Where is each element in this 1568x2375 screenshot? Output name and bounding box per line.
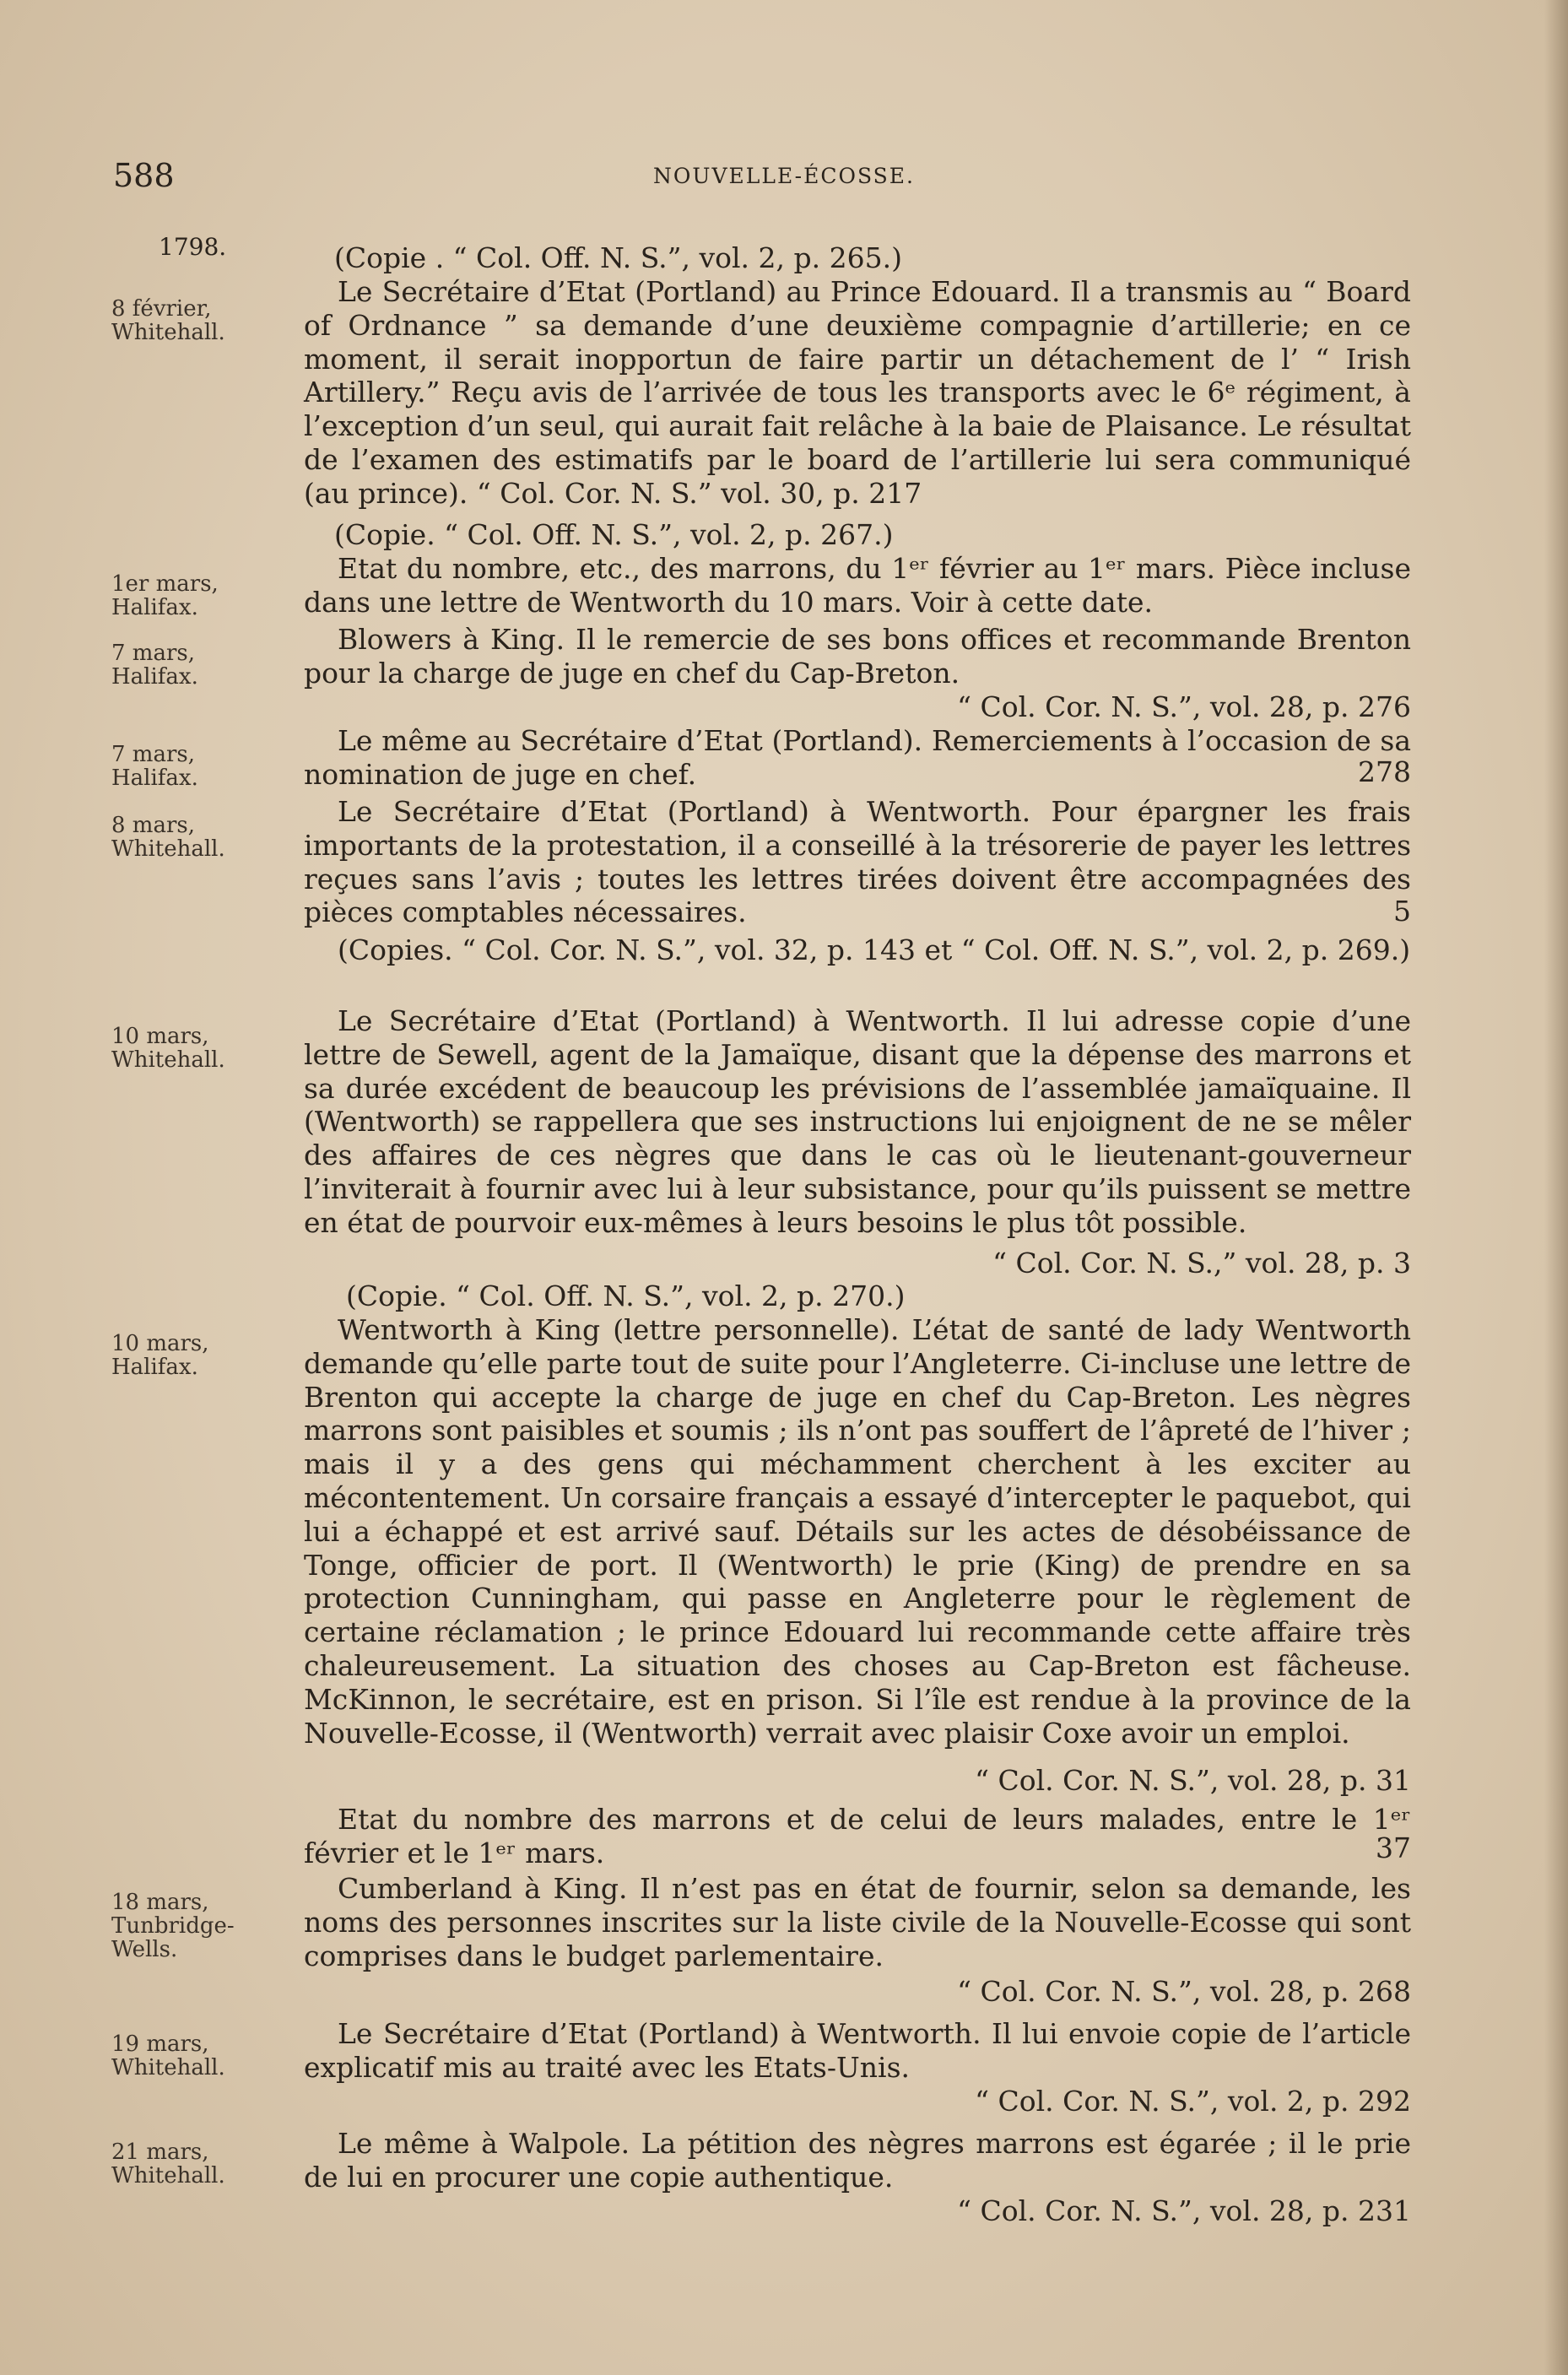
page-number: 588 [113, 157, 175, 194]
source-reference: “ Col. Cor. N. S.”, vol. 2, p. 292 [975, 2085, 1411, 2118]
margin-date: 19 mars, Whitehall. [111, 2031, 225, 2080]
margin-date: 7 mars, Halifax. [111, 641, 198, 690]
margin-date: 18 mars, Tunbridge- Wells. [111, 1890, 235, 1962]
copy-reference: (Copie . “ Col. Off. N. S.”, vol. 2, p. 265.) [334, 241, 902, 274]
source-reference: 5 [1393, 895, 1411, 928]
entry-paragraph: Cumberland à King. Il n’est pas en état de fournir, selon sa demande, les noms des personnes inscrites sur la liste civile de la Nouvelle-Ecosse qui sont comprises dans le budget parlementaire. [304, 1872, 1411, 1972]
entry-paragraph: Le même au Secrétaire d’Etat (Portland). Remerciements à l’occasion de sa nomination de juge en chef. [304, 724, 1411, 791]
entry-paragraph: Le même à Walpole. La pétition des nègres marrons est égarée ; il le prie de lui en procurer une copie authentique. [304, 2127, 1411, 2194]
margin-date: 21 mars, Whitehall. [111, 2140, 225, 2188]
margin-date: 10 mars, Whitehall. [111, 1024, 225, 1073]
year-heading: 1798. [159, 233, 227, 261]
running-head: NOUVELLE-ÉCOSSE. [653, 164, 915, 188]
margin-date: 8 mars, Whitehall. [111, 813, 225, 862]
entry-paragraph: Le Secrétaire d’Etat (Portland) au Prince Edouard. Il a transmis au “ Board of Ordnance ” sa demande d’une deuxième compagnie d’artillerie; en ce moment, il serait inopportun de faire partir un détachement de l’ “ Irish Artillery.” Reçu avis de l’arrivée de tous les transports avec le 6ᵉ régiment, à l’exception d’un seul, qui aurait fait relâche à la baie de Plaisance. Le résultat de l’examen des estimatifs par le board de l’artillerie lui sera communiqué (au prince). “ Col. Cor. N. S.” vol. 30, p. 217 [304, 275, 1411, 510]
entry-paragraph: Le Secrétaire d’Etat (Portland) à Wentworth. Pour épargner les frais importants de la protestation, il a conseillé à la trésorerie de payer les lettres reçues sans l’avis ; toutes les lettres tirées doivent être accompagnées des pièces comptables nécessaires. [304, 795, 1411, 929]
source-reference: 278 [1358, 755, 1411, 788]
source-reference: 37 [1376, 1831, 1411, 1864]
source-reference: “ Col. Cor. N. S.”, vol. 28, p. 231 [957, 2194, 1411, 2227]
page-edge-shadow [1544, 0, 1568, 2375]
entry-paragraph: Etat du nombre des marrons et de celui de leurs malades, entre le 1ᵉʳ février et le 1ᵉʳ mars. [304, 1803, 1411, 1869]
entry-paragraph: Etat du nombre, etc., des marrons, du 1ᵉʳ février au 1ᵉʳ mars. Pièce incluse dans une lettre de Wentworth du 10 mars. Voir à cette date. [304, 552, 1411, 619]
copy-reference: (Copie. “ Col. Off. N. S.”, vol. 2, p. 270.) [346, 1279, 906, 1312]
copy-reference: (Copie. “ Col. Off. N. S.”, vol. 2, p. 267.) [334, 518, 894, 551]
source-reference: “ Col. Cor. N. S.,” vol. 28, p. 3 [992, 1247, 1411, 1279]
entry-paragraph: Le Secrétaire d’Etat (Portland) à Wentworth. Il lui adresse copie d’une lettre de Sewell, agent de la Jamaïque, disant que la dépense des marrons et sa durée excédent de beaucoup les prévisions de l’assemblée jamaïquaine. Il (Wentworth) se rappellera que ses instructions lui enjoignent de ne se mêler des affaires de ces nègres que dans le cas où le lieutenant-gouverneur l’inviterait à fournir avec lui à leur subsistance, pour qu’ils puissent se mettre en état de pourvoir eux-mêmes à leurs besoins le plus tôt possible. [304, 1004, 1411, 1239]
margin-date: 8 février, Whitehall. [111, 296, 225, 345]
entry-paragraph: Blowers à King. Il le remercie de ses bons offices et recommande Brenton pour la charge de juge en chef du Cap-Breton. [304, 623, 1411, 690]
margin-date: 10 mars, Halifax. [111, 1331, 209, 1380]
copy-reference: (Copies. “ Col. Cor. N. S.”, vol. 32, p. 143 et “ Col. Off. N. S.”, vol. 2, p. 269.) [338, 933, 1411, 966]
source-reference: “ Col. Cor. N. S.”, vol. 28, p. 31 [975, 1764, 1411, 1797]
source-reference: “ Col. Cor. N. S.”, vol. 28, p. 268 [957, 1975, 1411, 2008]
margin-date: 7 mars, Halifax. [111, 742, 198, 791]
source-reference: “ Col. Cor. N. S.”, vol. 28, p. 276 [957, 690, 1411, 723]
entry-paragraph: Le Secrétaire d’Etat (Portland) à Wentworth. Il lui envoie copie de l’article explicatif mis au traité avec les Etats-Unis. [304, 2017, 1411, 2084]
entry-paragraph: Wentworth à King (lettre personnelle). L’état de santé de lady Wentworth demande qu’elle parte tout de suite pour l’Angleterre. Ci-incluse une lettre de Brenton qui accepte la charge de juge en chef du Cap-Breton. Les nègres marrons sont paisibles et soumis ; ils n’ont pas souffert de l’âpreté de l’hiver ; mais il y a des gens qui méchamment cherchent à les exciter au mécontentement. Un corsaire français a essayé d’intercepter le paquebot, qui lui a échappé et est arrivé sauf. Détails sur les actes de désobéissance de Tonge, officier de port. Il (Wentworth) le prie (King) de prendre en sa protection Cunningham, qui passe en Angleterre pour le règlement de certaine réclamation ; le prince Edouard lui recommande cette affaire très chaleureusement. La situation des choses au Cap-Breton est fâcheuse. McKinnon, le secrétaire, est en prison. Si l’île est rendue à la province de la Nouvelle-Ecosse, il (Wentworth) verrait avec plaisir Coxe avoir un emploi. [304, 1313, 1411, 1750]
margin-date: 1er mars, Halifax. [111, 571, 219, 620]
